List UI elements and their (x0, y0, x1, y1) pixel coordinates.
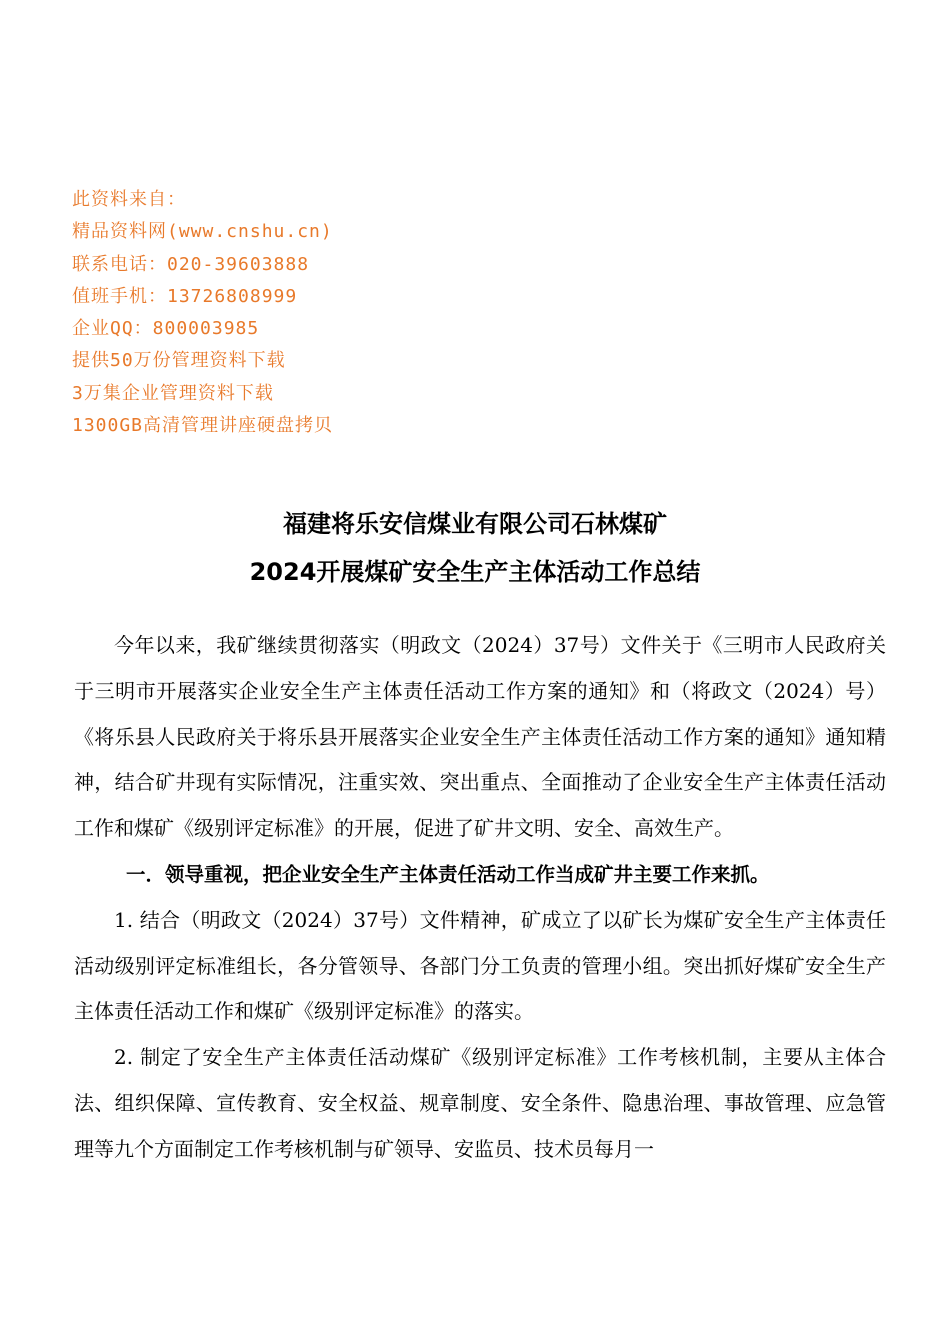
document-title-line-1: 福建将乐安信煤业有限公司石林煤矿 (283, 510, 667, 538)
mobile-line: 值班手机：13726808999 (72, 285, 298, 307)
offer-line-3: 1300GB高清管理讲座硬盘拷贝 (72, 415, 334, 437)
section-1-heading: 一．领导重视，把企业安全生产主体责任活动工作当成矿井主要工作来抓。 (126, 862, 770, 886)
offer-line-1: 提供50万份管理资料下载 (72, 350, 286, 372)
item-2-paragraph: 2. 制定了安全生产主体责任活动煤矿《级别评定标准》工作考核机制，主要从主体合法、组织保障、宣传教育、安全权益、规章制度、安全条件、隐患治理、事故管理、应急管理等九个方面制定工作考核机制与矿领导、安监员、技术员每月一 (74, 1045, 886, 1161)
item-1-paragraph: 1. 结合（明政文（2024）37号）文件精神，矿成立了以矿长为煤矿安全生产主体责任活动级别评定标准组长，各分管领导、各部门分工负责的管理小组。突出抓好煤矿安全生产主体责任活动工作和煤矿《级别评定标准》的落实。 (74, 907, 886, 1024)
document-title-line-2: 2024开展煤矿安全生产主体活动工作总结 (249, 558, 701, 586)
source-line: 此资料来自： (72, 189, 186, 210)
qq-line: 企业QQ：800003985 (72, 318, 260, 340)
phone-line: 联系电话：020-39603888 (72, 253, 310, 275)
intro-paragraph: 今年以来，我矿继续贯彻落实（明政文（2024）37号）文件关于《三明市人民政府关于三明市开展落实企业安全生产主体责任活动工作方案的通知》和（将政文（2024）号）《将乐县人民政府关于将乐县开展落实企业安全生产主体责任活动工作方案的通知》通知精神，结合矿井现有实际情况，注重实效、突出重点、全面推动了企业安全生产主体责任活动工作和煤矿《级别评定标准》的开展，促进了矿井文明、安全、高效生产。 (74, 633, 886, 841)
document-body (74, 623, 886, 1173)
source-info-block (72, 184, 472, 442)
offer-line-2: 3万集企业管理资料下载 (72, 382, 274, 404)
website-line: 精品资料网(www.cnshu.cn) (72, 221, 333, 243)
